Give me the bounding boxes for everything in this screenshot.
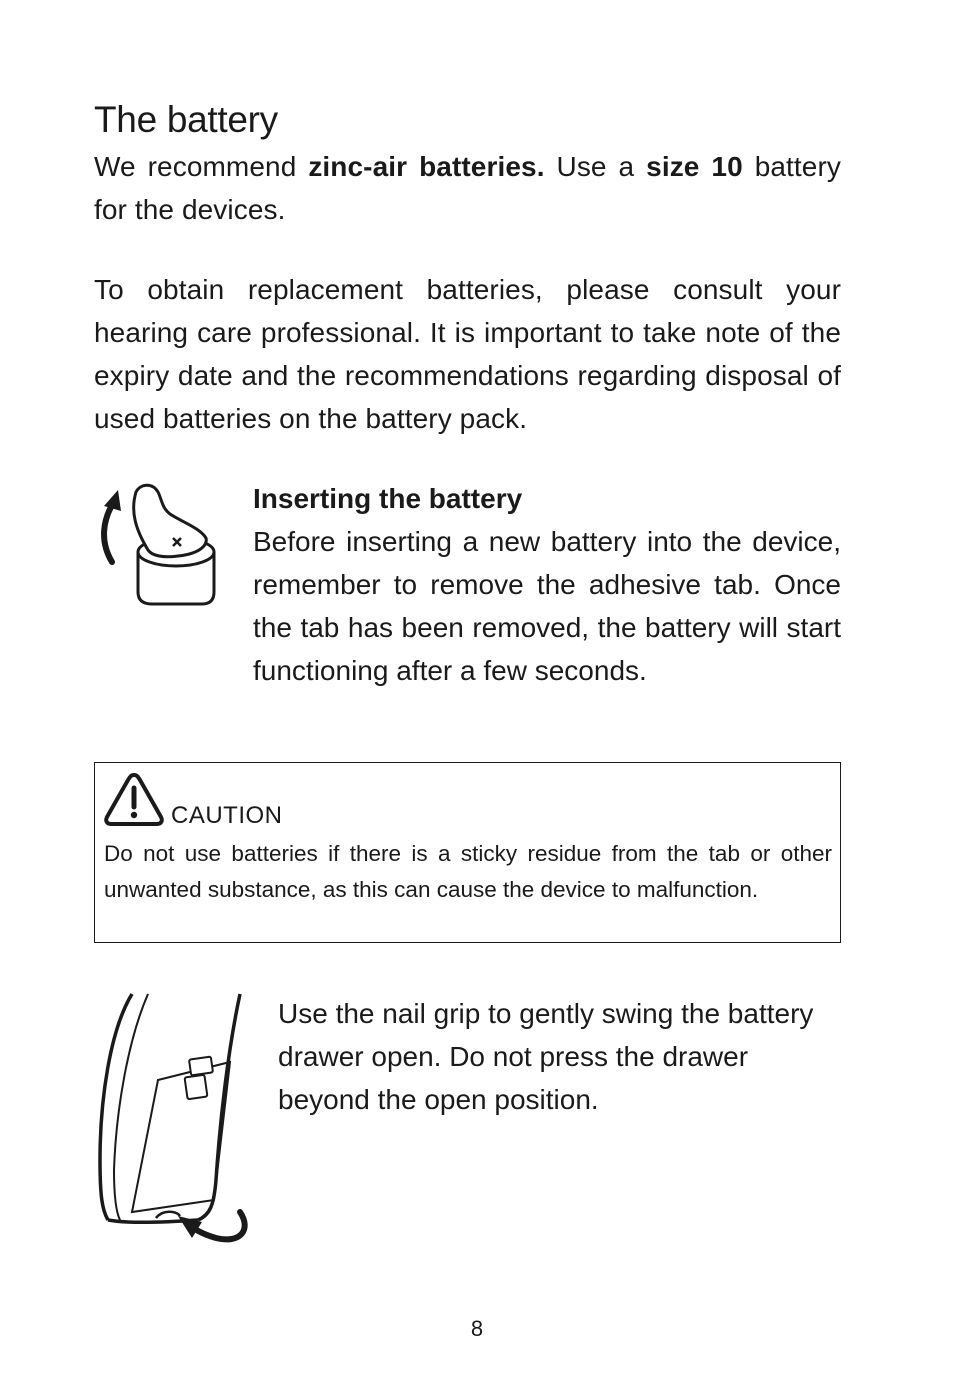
inserting-heading: Inserting the battery [253,483,523,514]
caution-title: CAUTION [171,802,283,829]
intro-text-1: We recommend [94,151,309,182]
inserting-section [253,477,841,692]
battery-tab-removal-icon [90,480,230,612]
page-number: 8 [470,1316,484,1341]
caution-box [94,762,841,943]
battery-type-emphasis: zinc-air batteries. [308,151,545,182]
inserting-text: Before inserting a new battery into the device, remember to remove the adhesive tab. Once the tab has been removed, the battery will start functioning after a few seconds. [253,526,841,686]
battery-drawer-open-icon [90,990,255,1250]
intro-paragraph [94,145,841,231]
intro-text-2: Use a [544,151,647,182]
warning-triangle-icon [103,771,165,827]
caution-text: Do not use batteries if there is a sticky residue from the tab or other unwanted substance, as this can cause the device to malfunction. [104,841,832,902]
intro-text-3: battery for the devices. [94,151,842,225]
battery-size-emphasis: size 10 [646,151,743,182]
replacement-paragraph: To obtain replacement batteries, please consult your hearing care professional. It is important to take note of the expiry date and the recommendations regarding disposal of used batteries on the battery pack. [94,274,841,434]
drawer-text: Use the nail grip to gently swing the battery drawer open. Do not press the drawer beyond the open position. [278,998,814,1115]
page-title: The battery [94,99,278,140]
